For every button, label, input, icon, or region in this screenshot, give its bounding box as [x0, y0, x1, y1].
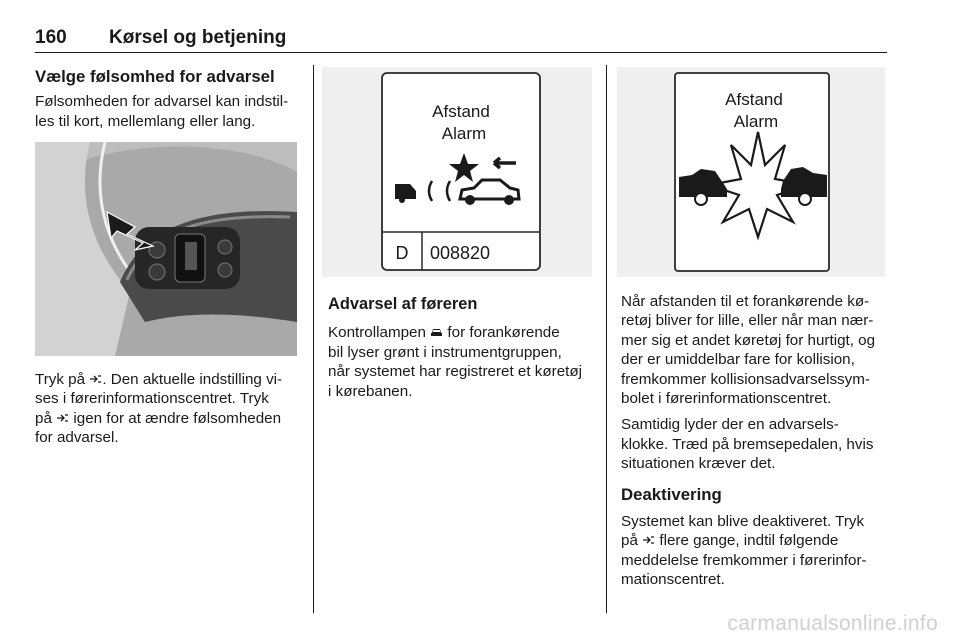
text-fragment: Tryk på: [35, 371, 86, 388]
column-divider-left: [313, 65, 314, 613]
text-line: mer sig et andet køretøj for hurtigt, og: [621, 331, 876, 349]
text-line: meddelelse fremkommer i førerinfor-: [621, 551, 867, 569]
text-fragment: igen for at ændre følsomheden: [73, 409, 282, 427]
collision-alarm-display-figure: [617, 67, 885, 277]
text-line: i kørebanen.: [328, 382, 413, 400]
vehicle-ahead-indicator-icon: [430, 326, 443, 338]
fig2-title-line1: Afstand: [725, 90, 783, 109]
text-line: [35, 409, 305, 428]
column-right: [621, 292, 889, 590]
text-line: når systemet har registreret et køretøj: [328, 363, 583, 381]
text-line: [621, 531, 889, 550]
distance-button-icon: [642, 534, 655, 546]
distance-button-icon: [89, 373, 102, 385]
fig2-title-line2: Alarm: [733, 112, 779, 131]
deactivation-paragraph: [621, 512, 889, 590]
distance-button-icon: [56, 412, 69, 424]
column-divider-right: [606, 65, 607, 613]
text-line: ses i førerinformationscentret. Tryk: [35, 390, 269, 408]
driver-warning-paragraph: [328, 323, 600, 401]
text-line: fremkommer kollisionsadvarselssym-: [621, 370, 870, 388]
chapter-title: Kørsel og betjening: [109, 27, 287, 48]
distance-alarm-display-figure: [322, 67, 592, 277]
intro-paragraph: [35, 92, 305, 131]
text-line: klokke. Træd på bremsepedalen, hvis: [621, 435, 874, 453]
text-line: for advarsel.: [35, 429, 119, 447]
section-heading-driver-warning: Advarsel af føreren: [328, 295, 478, 313]
column-left: [35, 67, 305, 131]
text-line: bolet i førerinformationscentret.: [621, 390, 832, 408]
fig1-title-line1: Afstand: [432, 102, 490, 121]
text-line: Følsomheden for advarsel kan indstil-: [35, 93, 289, 111]
text-line: bil lyser grønt i instrumentgruppen,: [328, 343, 562, 361]
text-line: [328, 323, 600, 342]
text-line: les til kort, mellemlang eller lang.: [35, 112, 256, 130]
text-fragment: på: [621, 532, 638, 550]
text-line: [35, 370, 305, 389]
text-fragment: for forankørende: [447, 324, 560, 342]
figure-code-letter: D: [395, 243, 409, 263]
text-line: Når afstanden til et forankørende kø-: [621, 293, 870, 310]
figure-code-number: 008820: [430, 243, 491, 263]
text-line: mationscentret.: [621, 571, 725, 589]
steering-wheel-photo: [35, 142, 297, 356]
text-line: der er umiddelbar fare for kollision,: [621, 351, 855, 369]
collision-warning-paragraph: [621, 292, 889, 408]
section-heading-sensitivity: Vælge følsomhed for advarsel: [35, 67, 275, 86]
column-middle: [328, 295, 600, 401]
text-fragment: på: [35, 409, 52, 427]
section-heading-deactivation: Deaktivering: [621, 484, 722, 504]
text-line: retøj bliver for lille, eller når man nær-: [621, 312, 874, 330]
text-line: Systemet kan blive deaktiveret. Tryk: [621, 513, 865, 531]
chime-paragraph: [621, 415, 889, 473]
page-header: [35, 26, 887, 53]
text-fragment: . Den aktuelle indstilling vi-: [102, 371, 283, 388]
fig1-title-line2: Alarm: [441, 124, 487, 143]
page-number: 160: [35, 27, 67, 48]
text-line: situationen kræver det.: [621, 455, 776, 473]
watermark: carmanualsonline.info: [727, 612, 938, 635]
text-fragment: flere gange, indtil følgende: [659, 532, 839, 550]
text-fragment: Kontrollampen: [328, 324, 426, 342]
column-left-lower: [35, 370, 305, 448]
text-line: Samtidig lyder der en advarsels-: [621, 416, 839, 434]
